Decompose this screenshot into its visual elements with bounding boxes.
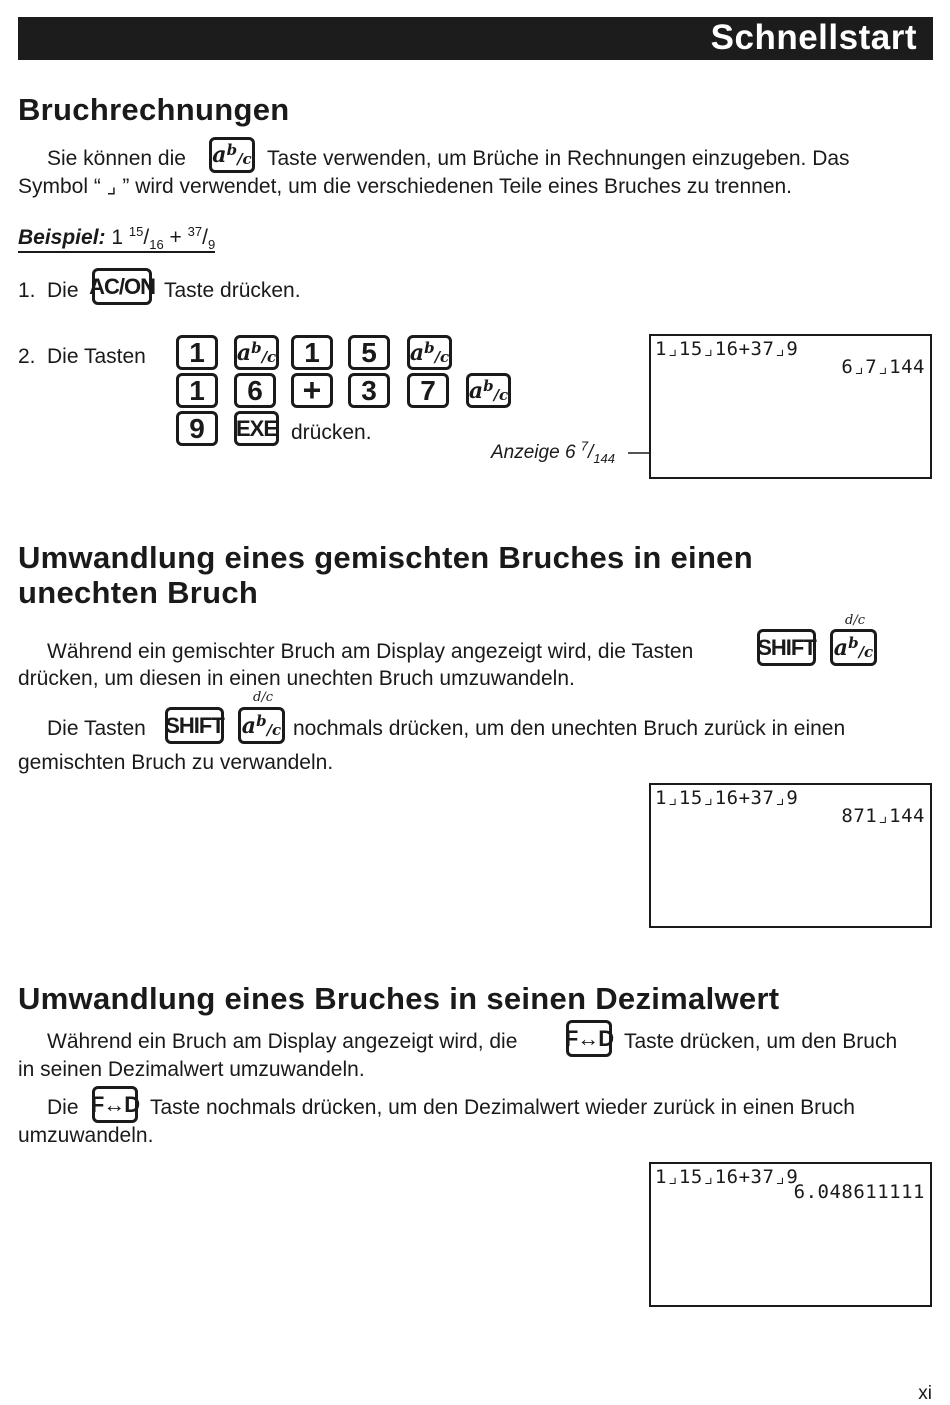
fraction-key[interactable] — [407, 335, 452, 370]
example-den2: 9 — [207, 237, 216, 253]
header-banner — [18, 17, 933, 60]
display-line-1: 1⌟15⌟16+37⌟9 — [655, 787, 799, 809]
step1-text-a: Die — [47, 279, 79, 302]
example-plus: + — [169, 226, 182, 249]
calculator-display-3 — [649, 1162, 932, 1307]
key-6[interactable]: 6 — [234, 373, 276, 408]
intro-text-a: Sie können die — [47, 147, 186, 170]
key-7[interactable]: 7 — [407, 373, 449, 408]
dc-label: d/c — [253, 690, 273, 705]
fraction-key-glyph: a b /c — [409, 338, 450, 366]
calculator-display-1 — [649, 334, 932, 479]
para1-text-a: Während ein Bruch am Display angezeigt wird, die — [47, 1030, 518, 1053]
display-caption-den: 144 — [593, 450, 616, 466]
para2-text-b: nochmals drücken, um den unechten Bruch zurück in einen — [293, 717, 846, 740]
display-caption: Anzeige 6 $^7/_{144}$ — [491, 438, 616, 466]
para2-text-b: Taste nochmals drücken, um den Dezimalwert wieder zurück in einen Bruch — [150, 1096, 855, 1119]
example-label: Beispiel: — [18, 226, 106, 249]
para2-text-c: umzuwandeln. — [18, 1124, 154, 1147]
fraction-key[interactable] — [238, 707, 285, 744]
step1-text-b: Taste drücken. — [164, 279, 301, 302]
page-title: Schnellstart — [710, 18, 917, 57]
step2-number: 2. — [18, 345, 36, 368]
example-line: Beispiel: 1 $^{15}/_{16} + ^{37}/_9$ — [18, 224, 216, 253]
para2-text-c: gemischten Bruch zu verwandeln. — [18, 751, 334, 774]
step2-text-a: Die Tasten — [47, 345, 146, 368]
para2-text-a: Die Tasten — [47, 717, 146, 740]
fraction-key-glyph: a b /c — [468, 376, 509, 404]
f-d-key[interactable]: F↔D — [566, 1020, 612, 1057]
fraction-key[interactable] — [466, 373, 511, 408]
step2-text-b: drücken. — [291, 421, 372, 444]
f-d-key[interactable]: F↔D — [92, 1086, 138, 1123]
para1-text-c: in seinen Dezimalwert umzuwandeln. — [18, 1058, 365, 1081]
fraction-key-glyph: a b /c — [236, 338, 277, 366]
para1-text-b: drücken, um diesen in einen unechten Bruch umzuwandeln. — [18, 667, 575, 690]
fraction-key[interactable] — [234, 335, 279, 370]
display-caption-num: 7 — [580, 438, 589, 454]
shift-key[interactable]: SHIFT — [757, 629, 816, 666]
display-line-2: 6.048611111 — [793, 1181, 925, 1203]
key-plus[interactable]: + — [291, 373, 333, 408]
key-9[interactable]: 9 — [176, 411, 218, 446]
shift-key[interactable]: SHIFT — [165, 707, 224, 744]
display-line-2: 871⌟144 — [841, 805, 925, 827]
key-1[interactable]: 1 — [176, 373, 218, 408]
display-caption-text: Anzeige 6 — [491, 442, 576, 463]
section-heading-improper — [18, 540, 753, 610]
key-1[interactable]: 1 — [291, 335, 333, 370]
intro-text-b: Taste verwenden, um Brüche in Rechnungen einzugeben. Das — [267, 147, 850, 170]
heading-line-2: unechten Bruch — [18, 575, 259, 610]
example-num1: 15 — [128, 224, 144, 239]
page-number: xi — [918, 1383, 932, 1404]
ac-on-key[interactable]: AC/ON — [92, 268, 152, 305]
fraction-key[interactable] — [209, 137, 255, 173]
display-line-1: 1⌟15⌟16+37⌟9 — [655, 1166, 799, 1188]
section-heading-decimal: Umwandlung eines Bruches in seinen Dezimalwert — [18, 981, 780, 1016]
para1-text-a: Während ein gemischter Bruch am Display angezeigt wird, die Tasten — [47, 640, 694, 663]
heading-line-1: Umwandlung eines gemischten Bruches in einen — [18, 540, 753, 575]
example-num2: 37 — [187, 224, 203, 239]
fraction-key-glyph: a b /c — [241, 711, 282, 739]
exe-key[interactable]: EXE — [234, 411, 279, 446]
fraction-key-glyph: a b /c — [833, 633, 874, 661]
section-heading-fractions: Bruchrechnungen — [18, 92, 290, 127]
dc-label: d/c — [845, 613, 865, 628]
calculator-display-2 — [649, 783, 932, 928]
display-line-1: 1⌟15⌟16+37⌟9 — [655, 338, 799, 360]
key-1[interactable]: 1 — [176, 335, 218, 370]
para1-text-b: Taste drücken, um den Bruch — [624, 1030, 898, 1053]
key-5[interactable]: 5 — [348, 335, 390, 370]
example-den1: 16 — [149, 237, 164, 253]
intro-text-c: Symbol “ ⌟ ” wird verwendet, um die verschiedenen Teile eines Bruches zu trennen. — [18, 175, 793, 198]
fraction-key-glyph: a b /c — [212, 141, 252, 168]
display-line-2: 6⌟7⌟144 — [841, 356, 925, 378]
step1-number: 1. — [18, 279, 36, 302]
para2-text-a: Die — [47, 1096, 79, 1119]
key-3[interactable]: 3 — [348, 373, 390, 408]
example-whole: 1 — [111, 226, 124, 249]
fraction-key[interactable] — [830, 629, 877, 666]
